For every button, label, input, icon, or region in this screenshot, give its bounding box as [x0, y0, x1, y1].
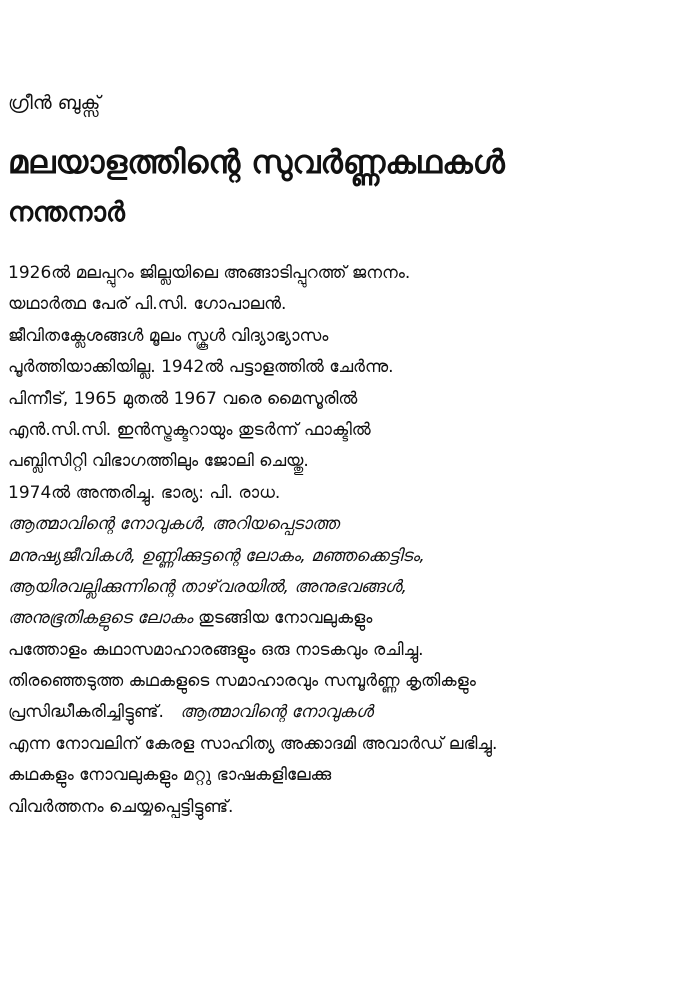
author-biography [8, 258, 698, 823]
bio-line: പബ്ലിസിറ്റി വിഭാഗത്തിലും ജോലി ചെയ്തു. [8, 451, 309, 472]
author-name: നന്തനാർ [8, 197, 125, 228]
bio-line-works: മനുഷ്യജീവികൾ, ഉണ്ണിക്കുട്ടന്റെ ലോകം, മഞ്ഞക്കെട്ടിടം, [8, 545, 425, 566]
bio-line: കഥകളും നോവലുകളും മറ്റു ഭാഷകളിലേക്കു [8, 765, 332, 786]
bio-line [8, 697, 698, 728]
bio-line: തിരഞ്ഞെടുത്ത കഥകളുടെ സമാഹാരവും സമ്പൂർണ്ണ കൃതികളും [8, 671, 476, 692]
bio-line [8, 603, 698, 634]
bio-text: പ്രസിദ്ധീകരിച്ചിട്ടുണ്ട്. [8, 702, 164, 723]
bio-text: തുടങ്ങിയ നോവലുകളും [192, 608, 373, 629]
bio-line: പിന്നീട്, 1965 മുതൽ 1967 വരെ മൈസൂരിൽ [8, 388, 358, 409]
publisher-name: ഗ്രീൻ ബുക്സ് [8, 92, 101, 114]
bio-line: 1926ൽ മലപ്പുറം ജില്ലയിലെ അങ്ങാടിപ്പുറത്ത് ജനനം. [8, 263, 411, 283]
book-title: മലയാളത്തിന്റെ സുവർണ്ണകഥകൾ [8, 143, 505, 181]
work-title: ആത്മാവിന്റെ നോവുകൾ [180, 702, 373, 723]
bio-line: വിവർത്തനം ചെയ്യപ്പെട്ടിട്ടുണ്ട്. [8, 796, 234, 817]
work-title: അനുഭൂതികളുടെ ലോകം [8, 608, 193, 629]
bio-line: യഥാർത്ഥ പേര് പി.സി. ഗോപാലൻ. [8, 294, 287, 315]
bio-line-works: ആയിരവല്ലിക്കുന്നിന്റെ താഴ്‌വരയിൽ, അനുഭവങ്ങൾ, [8, 576, 407, 597]
bio-line: പൂർത്തിയാക്കിയില്ല. 1942ൽ പട്ടാളത്തിൽ ചേർന്നു. [8, 357, 394, 378]
bio-line: പത്തോളം കഥാസമാഹാരങ്ങളും ഒരു നാടകവും രചിച്ചു. [8, 639, 424, 660]
bio-line-works: ആത്മാവിന്റെ നോവുകൾ, അറിയപ്പെടാത്ത [8, 514, 339, 535]
bio-line: എൻ.സി.സി. ഇൻസ്ട്രക്ടറായും തുടർന്ന് ഫാക്ടിൽ [8, 419, 371, 440]
bio-line: എന്ന നോവലിന് കേരള സാഹിത്യ അക്കാദമി അവാർഡ് ലഭിച്ചു. [8, 733, 498, 754]
bio-line: ജീവിതക്ലേശങ്ങൾ മൂലം സ്കൂൾ വിദ്യാഭ്യാസം [8, 325, 329, 346]
bio-line: 1974ൽ അന്തരിച്ചു. ഭാര്യ: പി. രാധ. [8, 482, 281, 503]
